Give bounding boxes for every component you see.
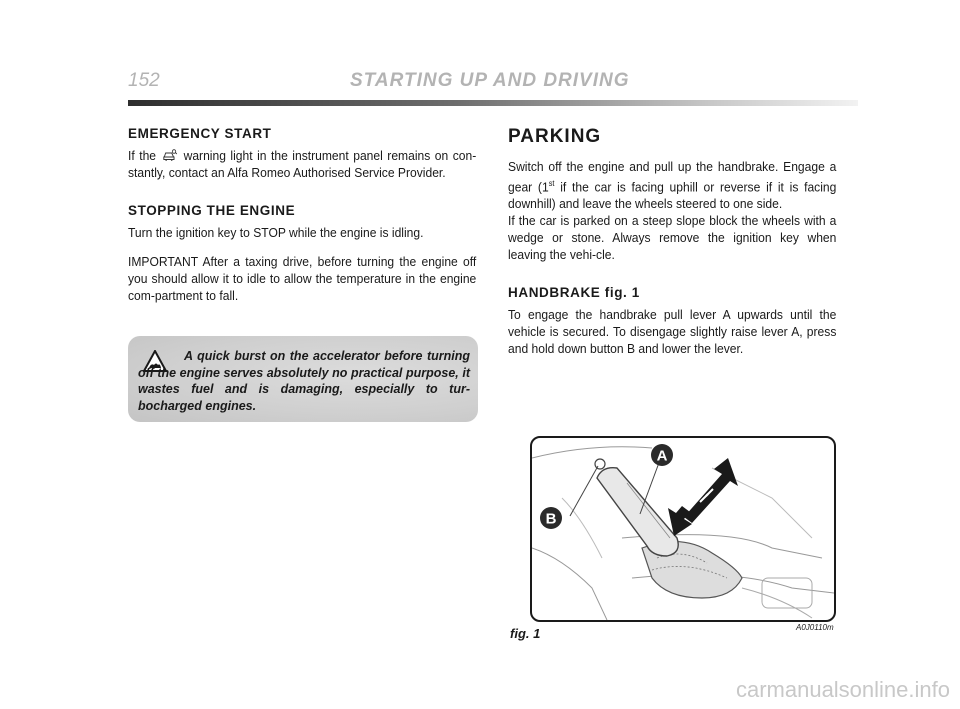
label-b: B: [545, 510, 557, 528]
section-title: STARTING UP AND DRIVING: [350, 70, 630, 91]
figure-code: A0J0110m: [796, 623, 834, 632]
parking-paragraph-2: If the car is parked on a steep slope block the wheels with a wedge or stone. Always remove the ignition key when leaving the vehi-cle.: [508, 213, 837, 263]
parking-heading: PARKING: [508, 126, 602, 147]
handbrake-heading: HANDBRAKE fig. 1: [508, 285, 640, 301]
parking-paragraph-1: [508, 158, 836, 212]
immobilizer-car-key-icon: [162, 149, 177, 161]
movement-arrow-icon: [668, 458, 738, 536]
handbrake-illustration: [532, 438, 834, 620]
parking-text-sup: st: [548, 179, 555, 188]
emergency-text-before: If the: [128, 148, 157, 163]
warning-box: [128, 336, 478, 422]
emergency-start-heading: EMERGENCY START: [128, 126, 272, 141]
handbrake-paragraph: To engage the handbrake pull lever A upwards until the vehicle is secured. To disengage slightly raise lever A, press and hold down button B and lower the lever.: [508, 307, 837, 357]
page-number: 152: [128, 70, 160, 91]
figure-caption: fig. 1: [510, 626, 541, 641]
stopping-engine-paragraph: Turn the ignition key to STOP while the engine is idling.: [128, 225, 424, 240]
label-a: A: [656, 447, 668, 465]
warning-text: A quick burst on the accelerator before turning off the engine serves absolutely no practical purpose, it wastes fuel and is damaging, especially to tur-bocharged engines.: [138, 349, 470, 413]
watermark: carmanualsonline.info: [735, 677, 950, 702]
emergency-text-after: warning light in the instrument panel remains on con-stantly, contact an Alfa Romeo Authorised Service Provider.: [128, 148, 477, 180]
parking-text-a: Switch off the engine and pull up the handbrake. Engage a gear (1: [508, 159, 837, 195]
handbrake-figure: [530, 436, 836, 622]
stopping-engine-heading: STOPPING THE ENGINE: [128, 203, 296, 218]
left-column: [128, 126, 478, 316]
right-column: [508, 126, 838, 369]
important-paragraph: IMPORTANT After a taxing drive, before turning the engine off you should allow it to idle to allow the temperature in the engine com-partment to fall.: [128, 254, 477, 303]
parking-text-b: if the car is facing uphill or reverse if it is facing downhill) and leave the wheels steered to one side.: [508, 179, 837, 212]
emergency-start-paragraph: [128, 147, 476, 181]
header-rule: [128, 100, 858, 106]
